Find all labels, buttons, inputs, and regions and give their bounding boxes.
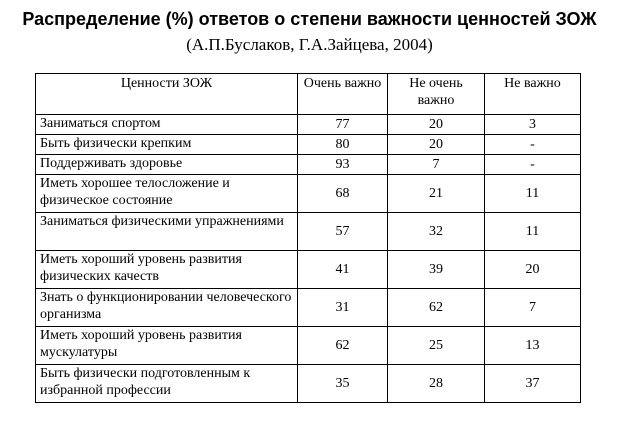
table-row bbox=[36, 115, 581, 135]
table-row bbox=[36, 155, 581, 175]
header-values: Ценности ЗОЖ bbox=[36, 74, 298, 115]
cell-very-important: 41 bbox=[298, 251, 388, 289]
cell-not-important: 11 bbox=[485, 213, 581, 251]
cell-not-important: 7 bbox=[485, 289, 581, 327]
table-row bbox=[36, 175, 581, 213]
row-label: Быть физически подготовленным к избранной профессии bbox=[36, 365, 298, 403]
cell-not-very-important: 25 bbox=[388, 327, 485, 365]
document-title: Распределение (%) ответов о степени важности ценностей ЗОЖ bbox=[22, 9, 597, 29]
cell-very-important: 93 bbox=[298, 155, 388, 175]
cell-not-important: 13 bbox=[485, 327, 581, 365]
row-label: Иметь хороший уровень развития физических качеств bbox=[36, 251, 298, 289]
cell-very-important: 80 bbox=[298, 135, 388, 155]
cell-very-important: 62 bbox=[298, 327, 388, 365]
table-row bbox=[36, 327, 581, 365]
cell-very-important: 77 bbox=[298, 115, 388, 135]
cell-not-very-important: 62 bbox=[388, 289, 485, 327]
cell-not-important: 3 bbox=[485, 115, 581, 135]
cell-not-very-important: 20 bbox=[388, 115, 485, 135]
cell-not-important: 11 bbox=[485, 175, 581, 213]
cell-not-very-important: 32 bbox=[388, 213, 485, 251]
cell-not-very-important: 39 bbox=[388, 251, 485, 289]
header-not-very-important: Не очень важно bbox=[388, 74, 485, 115]
row-label: Знать о функционировании человеческого организма bbox=[36, 289, 298, 327]
cell-very-important: 57 bbox=[298, 213, 388, 251]
cell-not-very-important: 21 bbox=[388, 175, 485, 213]
table-header-row bbox=[36, 74, 581, 115]
table-row bbox=[36, 213, 581, 251]
cell-not-important: 20 bbox=[485, 251, 581, 289]
zozh-values-table bbox=[35, 73, 581, 403]
row-label: Иметь хороший уровень развития мускулатуры bbox=[36, 327, 298, 365]
document-subtitle: (А.П.Буслаков, Г.А.Зайцева, 2004) bbox=[186, 35, 433, 54]
cell-not-important: - bbox=[485, 135, 581, 155]
table-row bbox=[36, 289, 581, 327]
table-row bbox=[36, 135, 581, 155]
cell-very-important: 68 bbox=[298, 175, 388, 213]
cell-not-important: - bbox=[485, 155, 581, 175]
row-label: Заниматься физическими упражнениями bbox=[36, 213, 298, 251]
cell-not-very-important: 20 bbox=[388, 135, 485, 155]
header-not-important: Не важно bbox=[485, 74, 581, 115]
row-label: Быть физически крепким bbox=[36, 135, 298, 155]
header-very-important: Очень важно bbox=[298, 74, 388, 115]
cell-very-important: 35 bbox=[298, 365, 388, 403]
cell-very-important: 31 bbox=[298, 289, 388, 327]
row-label: Иметь хорошее телосложение и физическое состояние bbox=[36, 175, 298, 213]
table-row bbox=[36, 251, 581, 289]
cell-not-important: 37 bbox=[485, 365, 581, 403]
cell-not-very-important: 7 bbox=[388, 155, 485, 175]
row-label: Поддерживать здоровье bbox=[36, 155, 298, 175]
table-row bbox=[36, 365, 581, 403]
cell-not-very-important: 28 bbox=[388, 365, 485, 403]
row-label: Заниматься спортом bbox=[36, 115, 298, 135]
